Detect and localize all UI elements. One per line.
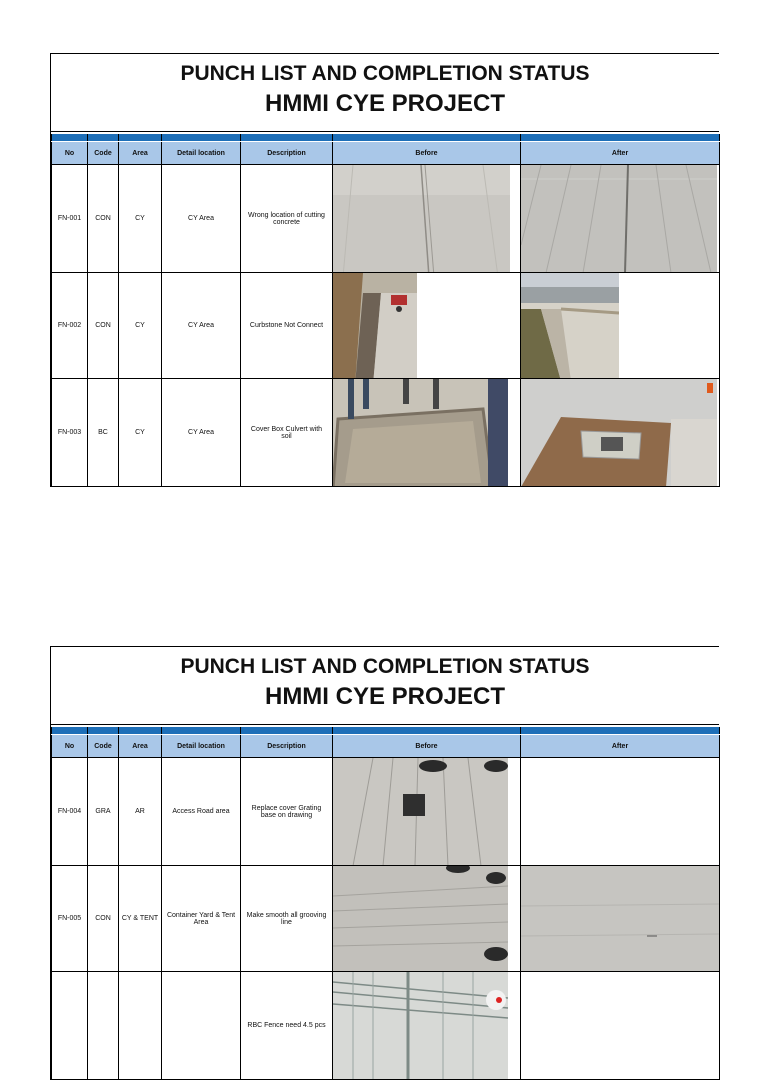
before-photo-cell	[333, 972, 521, 1080]
after-photo-cell	[521, 273, 720, 379]
col-header-after: After	[521, 142, 720, 165]
cell-description: Cover Box Culvert with soil	[241, 379, 333, 487]
col-header-after: After	[521, 735, 720, 758]
col-header-area: Area	[119, 142, 162, 165]
col-header-description: Description	[241, 142, 333, 165]
cell-area: CY	[119, 379, 162, 487]
cell-description: RBC Fence need 4.5 pcs	[241, 972, 333, 1080]
col-header-before: Before	[333, 735, 521, 758]
col-header-detail-location: Detail location	[162, 735, 241, 758]
cell-description: Wrong location of cutting concrete	[241, 165, 333, 273]
cell-no	[52, 972, 88, 1080]
cell-code: CON	[88, 866, 119, 972]
cell-no: FN-004	[52, 758, 88, 866]
table-row	[52, 273, 720, 379]
punch-list-table	[51, 725, 720, 1080]
col-header-detail-location: Detail location	[162, 142, 241, 165]
cell-area	[119, 972, 162, 1080]
cell-no: FN-002	[52, 273, 88, 379]
cell-detail-location: CY Area	[162, 165, 241, 273]
header-band	[52, 726, 720, 735]
after-photo-box-culvert	[521, 379, 717, 487]
cell-area: AR	[119, 758, 162, 866]
cell-code: CON	[88, 273, 119, 379]
after-photo-cell	[521, 972, 720, 1080]
before-photo-grating	[333, 758, 508, 866]
sheet-title-block	[51, 647, 719, 725]
col-header-area: Area	[119, 735, 162, 758]
cell-area: CY	[119, 165, 162, 273]
cell-description: Replace cover Grating base on drawing	[241, 758, 333, 866]
cell-detail-location: CY Area	[162, 379, 241, 487]
cell-detail-location	[162, 972, 241, 1080]
cell-area: CY & TENT	[119, 866, 162, 972]
before-photo-box-culvert	[333, 379, 508, 487]
sheet-title: PUNCH LIST AND COMPLETION STATUS	[180, 62, 590, 85]
table-header-row	[52, 735, 720, 758]
table-row	[52, 972, 720, 1080]
before-photo-cell	[333, 379, 521, 487]
col-header-description: Description	[241, 735, 333, 758]
cell-detail-location: Container Yard & Tent Area	[162, 866, 241, 972]
cell-detail-location: CY Area	[162, 273, 241, 379]
cell-code: BC	[88, 379, 119, 487]
before-photo-grooving	[333, 866, 508, 972]
after-photo-cell	[521, 165, 720, 273]
punch-list-sheet-2	[50, 646, 719, 1080]
header-band	[52, 133, 720, 142]
sheet-title: PUNCH LIST AND COMPLETION STATUS	[180, 655, 590, 678]
after-photo-cell	[521, 379, 720, 487]
before-photo-curbstone	[333, 273, 417, 379]
sheet-title-block	[51, 54, 719, 132]
table-row	[52, 165, 720, 273]
before-photo-cell	[333, 273, 521, 379]
cell-code: GRA	[88, 758, 119, 866]
col-header-code: Code	[88, 142, 119, 165]
cell-no: FN-003	[52, 379, 88, 487]
cell-description: Make smooth all grooving line	[241, 866, 333, 972]
punch-list-table	[51, 132, 720, 487]
table-row	[52, 866, 720, 972]
after-photo-curbstone	[521, 273, 619, 379]
table-row	[52, 758, 720, 866]
col-header-no: No	[52, 735, 88, 758]
col-header-no: No	[52, 142, 88, 165]
cell-area: CY	[119, 273, 162, 379]
after-photo-grooving	[521, 866, 719, 972]
cell-no: FN-005	[52, 866, 88, 972]
after-photo-cell	[521, 866, 720, 972]
sheet-subtitle: HMMI CYE PROJECT	[264, 90, 506, 117]
cell-detail-location: Access Road area	[162, 758, 241, 866]
col-header-code: Code	[88, 735, 119, 758]
before-photo-fence	[333, 972, 508, 1080]
after-photo-concrete-grooved	[521, 165, 717, 273]
punch-list-sheet-1	[50, 53, 719, 487]
sheet-subtitle: HMMI CYE PROJECT	[264, 683, 506, 710]
cell-no: FN-001	[52, 165, 88, 273]
table-row	[52, 379, 720, 487]
cell-description: Curbstone Not Connect	[241, 273, 333, 379]
before-photo-cell	[333, 165, 521, 273]
cell-code	[88, 972, 119, 1080]
table-header-row	[52, 142, 720, 165]
before-photo-cell	[333, 758, 521, 866]
after-photo-cell	[521, 758, 720, 866]
col-header-before: Before	[333, 142, 521, 165]
cell-code: CON	[88, 165, 119, 273]
before-photo-concrete-cut	[333, 165, 510, 273]
before-photo-cell	[333, 866, 521, 972]
